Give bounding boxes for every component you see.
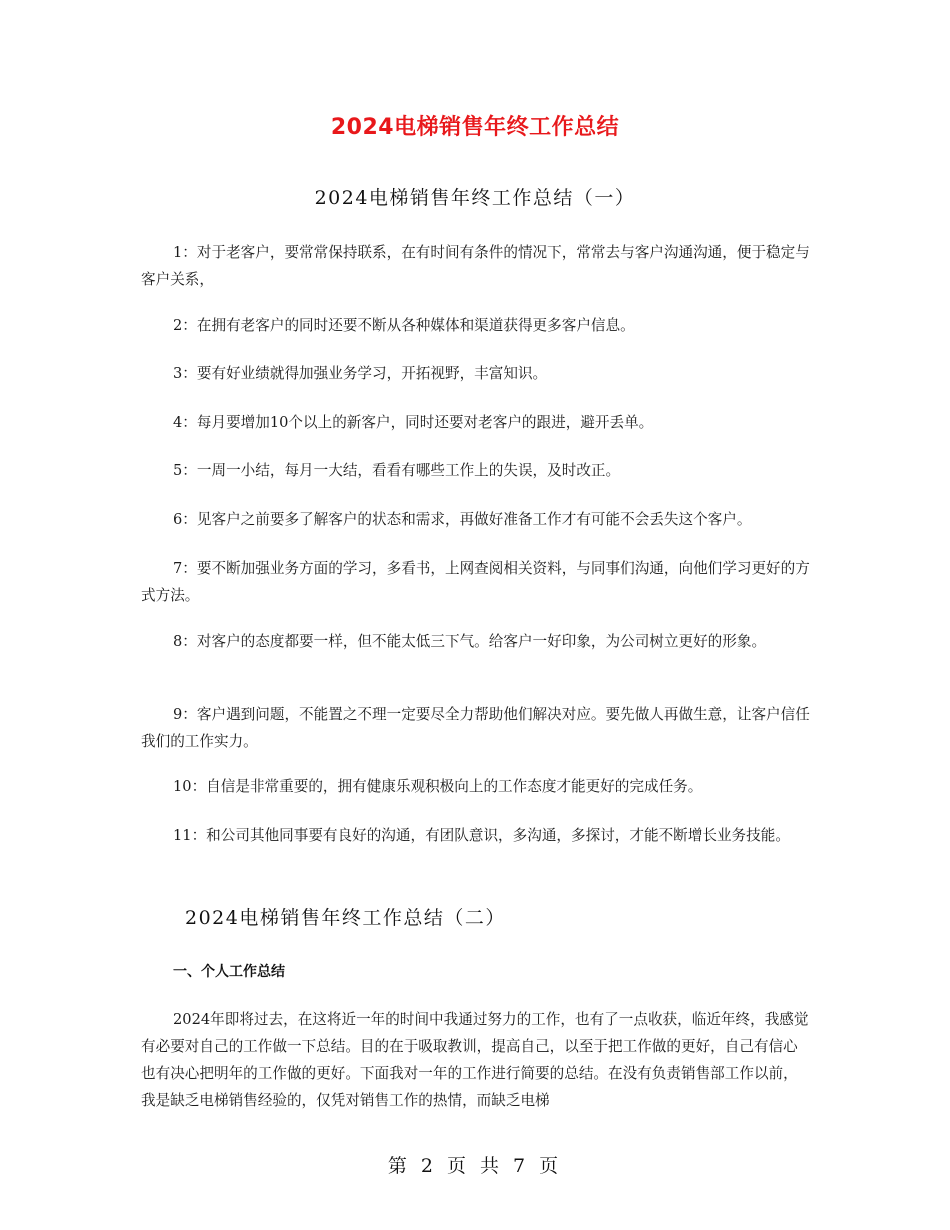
body-paragraph: 2024年即将过去，在这将近一年的时间中我通过努力的工作，也有了一点收获，临近年终，我感觉有必要对自己的工作做一下总结。目的在于吸取教训，提高自己，以至于把工作做的更好，自己有信心也有决心把明年的工作做的更好。下面我对一年的工作进行简要的总结。在没有负责销售部工作以前，我是缺乏电梯销售经验的，仅凭对销售工作的热情，而缺乏电梯 <box>141 1011 809 1109</box>
list-item-10: 10：自信是非常重要的，拥有健康乐观积极向上的工作态度才能更好的完成任务。 <box>173 778 703 795</box>
section-heading-1: 2024电梯销售年终工作总结（一） <box>314 187 636 209</box>
list-item-8: 8：对客户的态度都要一样，但不能太低三下气。给客户一好印象，为公司树立更好的形象。 <box>173 633 767 650</box>
list-item-2: 2：在拥有老客户的同时还要不断从各种媒体和渠道获得更多客户信息。 <box>173 317 635 334</box>
subheading-personal-summary: 一、个人工作总结 <box>173 964 285 980</box>
page-number-footer: 第 2 页 共 7 页 <box>387 1155 563 1177</box>
list-item-5: 5：一周一小结，每月一大结，看看有哪些工作上的失误，及时改正。 <box>173 462 621 479</box>
list-item-7: 7：要不断加强业务方面的学习，多看书，上网查阅相关资料，与同事们沟通，向他们学习更好的方式方法。 <box>141 560 810 604</box>
list-item-9: 9：客户遇到问题，不能置之不理一定要尽全力帮助他们解决对应。要先做人再做生意，让客户信任我们的工作实力。 <box>141 706 810 750</box>
list-item-1: 1：对于老客户，要常常保持联系，在有时间有条件的情况下，常常去与客户沟通沟通，便于稳定与客户关系， <box>141 244 810 288</box>
document-title: 2024电梯销售年终工作总结 <box>330 115 620 140</box>
list-item-11: 11：和公司其他同事要有良好的沟通，有团队意识，多沟通，多探讨，才能不断增长业务技能。 <box>173 827 790 844</box>
list-item-4: 4：每月要增加10个以上的新客户，同时还要对老客户的跟进，避开丢单。 <box>173 414 654 431</box>
section-heading-2: 2024电梯销售年终工作总结（二） <box>185 907 506 929</box>
list-item-6: 6：见客户之前要多了解客户的状态和需求，再做好准备工作才有可能不会丢失这个客户。 <box>173 511 752 528</box>
list-item-3: 3：要有好业绩就得加强业务学习，开拓视野，丰富知识。 <box>173 365 548 382</box>
